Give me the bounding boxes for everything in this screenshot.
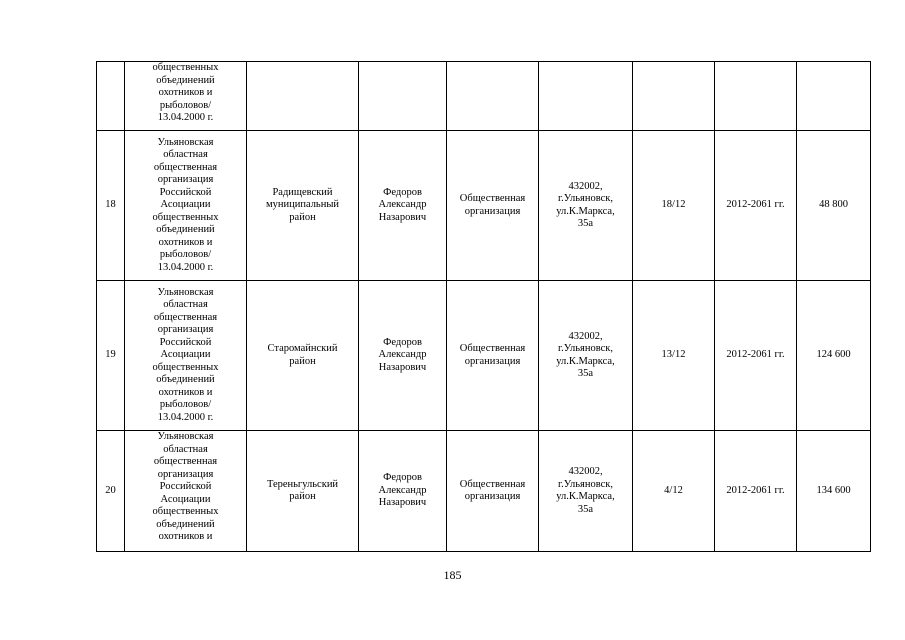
address-line: ул.К.Маркса, [556, 491, 615, 502]
district-line: район [289, 355, 316, 367]
org-line: рыболовов/ [159, 99, 212, 111]
cell-head [359, 62, 447, 131]
cell-org [125, 281, 247, 431]
org-line: общественная [153, 311, 218, 323]
org-line: охотников и [158, 236, 213, 248]
address-line: ул.К.Маркса, [556, 205, 615, 217]
cell-district [247, 281, 359, 431]
org-line: рыболовов/ [159, 249, 212, 261]
cell-district [247, 431, 359, 552]
cell-period [715, 62, 797, 131]
address-line: 432002, [568, 330, 603, 342]
table-row [97, 281, 871, 431]
cell-area: 124 600 [797, 281, 871, 431]
head-line: Александр [378, 199, 427, 211]
address-line: 35а [577, 503, 594, 515]
address-line: 432002, [568, 180, 603, 192]
cell-num: 18 [97, 131, 125, 281]
cell-ratio: 18/12 [633, 131, 715, 281]
org-line: Российской [159, 336, 212, 348]
cell-num: 19 [97, 281, 125, 431]
org-line: объединений [156, 518, 215, 530]
org-line: областная [163, 149, 208, 161]
cell-period: 2012-2061 гг. [715, 131, 797, 281]
head-line: Александр [378, 484, 427, 496]
org-line: Ульяновская [157, 136, 214, 148]
district-line: муниципальный [265, 199, 340, 211]
form-line: организация [464, 355, 521, 367]
org-line: общественная [153, 161, 218, 173]
cell-num [97, 62, 125, 131]
head-line: Назарович [378, 361, 427, 373]
form-line: Общественная [459, 193, 526, 204]
org-line: объединений [156, 74, 215, 86]
address-line: 35а [577, 368, 594, 379]
cell-ratio: 13/12 [633, 281, 715, 431]
head-line: Назарович [378, 497, 427, 509]
cell-ratio: 4/12 [633, 431, 715, 552]
org-line: 13.04.2000 г. [157, 112, 214, 123]
org-line: организация [157, 324, 214, 336]
org-line: общественных [152, 211, 219, 223]
address-line: ул.К.Маркса, [556, 355, 615, 367]
page-number: 185 [443, 568, 462, 582]
org-line: общественная [153, 456, 218, 467]
address-line: г.Ульяновск, [557, 478, 613, 490]
org-line: объединений [156, 374, 215, 386]
cell-area: 48 800 [797, 131, 871, 281]
cell-address [539, 62, 633, 131]
org-line: Российской [159, 481, 212, 492]
district-line: Старомайнский [267, 343, 338, 354]
cell-org-continuation [125, 62, 247, 131]
head-line: Федоров [383, 186, 422, 198]
org-line: общественных [152, 361, 219, 373]
table-row [97, 431, 871, 552]
address-line: 35а [577, 218, 594, 229]
org-line: общественных [152, 62, 219, 73]
address-line: 432002, [568, 466, 603, 477]
org-line: организация [157, 468, 214, 480]
org-line: рыболовов/ [159, 399, 212, 411]
org-line: Асоциации [160, 349, 211, 361]
table-row-continuation [97, 62, 871, 131]
org-line: общественных [152, 506, 219, 517]
org-line: охотников и [158, 87, 213, 98]
address-line: г.Ульяновск, [557, 193, 613, 204]
org-line: Асоциации [160, 199, 211, 211]
org-line: охотников и [158, 531, 213, 542]
org-line: Асоциации [160, 493, 211, 505]
cell-form [447, 281, 539, 431]
org-line: охотников и [158, 386, 213, 398]
district-line: Тереньгульский [266, 478, 339, 490]
address-line: г.Ульяновск, [557, 343, 613, 354]
cell-address [539, 431, 633, 552]
cell-form [447, 62, 539, 131]
registry-table [96, 61, 871, 552]
cell-org [125, 431, 247, 552]
form-line: организация [464, 205, 521, 217]
form-line: Общественная [459, 478, 526, 490]
cell-org [125, 131, 247, 281]
form-line: Общественная [459, 343, 526, 354]
cell-address [539, 281, 633, 431]
form-line: организация [464, 491, 521, 502]
cell-head [359, 431, 447, 552]
district-line: район [289, 491, 316, 502]
org-line: Ульяновская [157, 286, 214, 298]
head-line: Александр [378, 349, 427, 361]
cell-form [447, 431, 539, 552]
cell-head [359, 131, 447, 281]
cell-period: 2012-2061 гг. [715, 431, 797, 552]
cell-area [797, 62, 871, 131]
cell-ratio [633, 62, 715, 131]
org-line: 13.04.2000 г. [157, 261, 214, 273]
cell-area: 134 600 [797, 431, 871, 552]
head-line: Назарович [378, 211, 427, 223]
district-line: Радищевский [272, 186, 333, 198]
district-line: район [289, 211, 316, 223]
cell-district [247, 62, 359, 131]
org-line: объединений [156, 224, 215, 236]
cell-num: 20 [97, 431, 125, 552]
org-line: Ульяновская [157, 431, 214, 442]
table-row [97, 131, 871, 281]
cell-head [359, 281, 447, 431]
cell-period: 2012-2061 гг. [715, 281, 797, 431]
cell-form [447, 131, 539, 281]
org-line: 13.04.2000 г. [157, 411, 214, 423]
cell-address [539, 131, 633, 281]
head-line: Федоров [383, 336, 422, 348]
org-line: областная [163, 443, 208, 455]
org-line: организация [157, 174, 214, 186]
org-line: областная [163, 299, 208, 311]
org-line: Российской [159, 186, 212, 198]
head-line: Федоров [383, 472, 422, 484]
cell-district [247, 131, 359, 281]
